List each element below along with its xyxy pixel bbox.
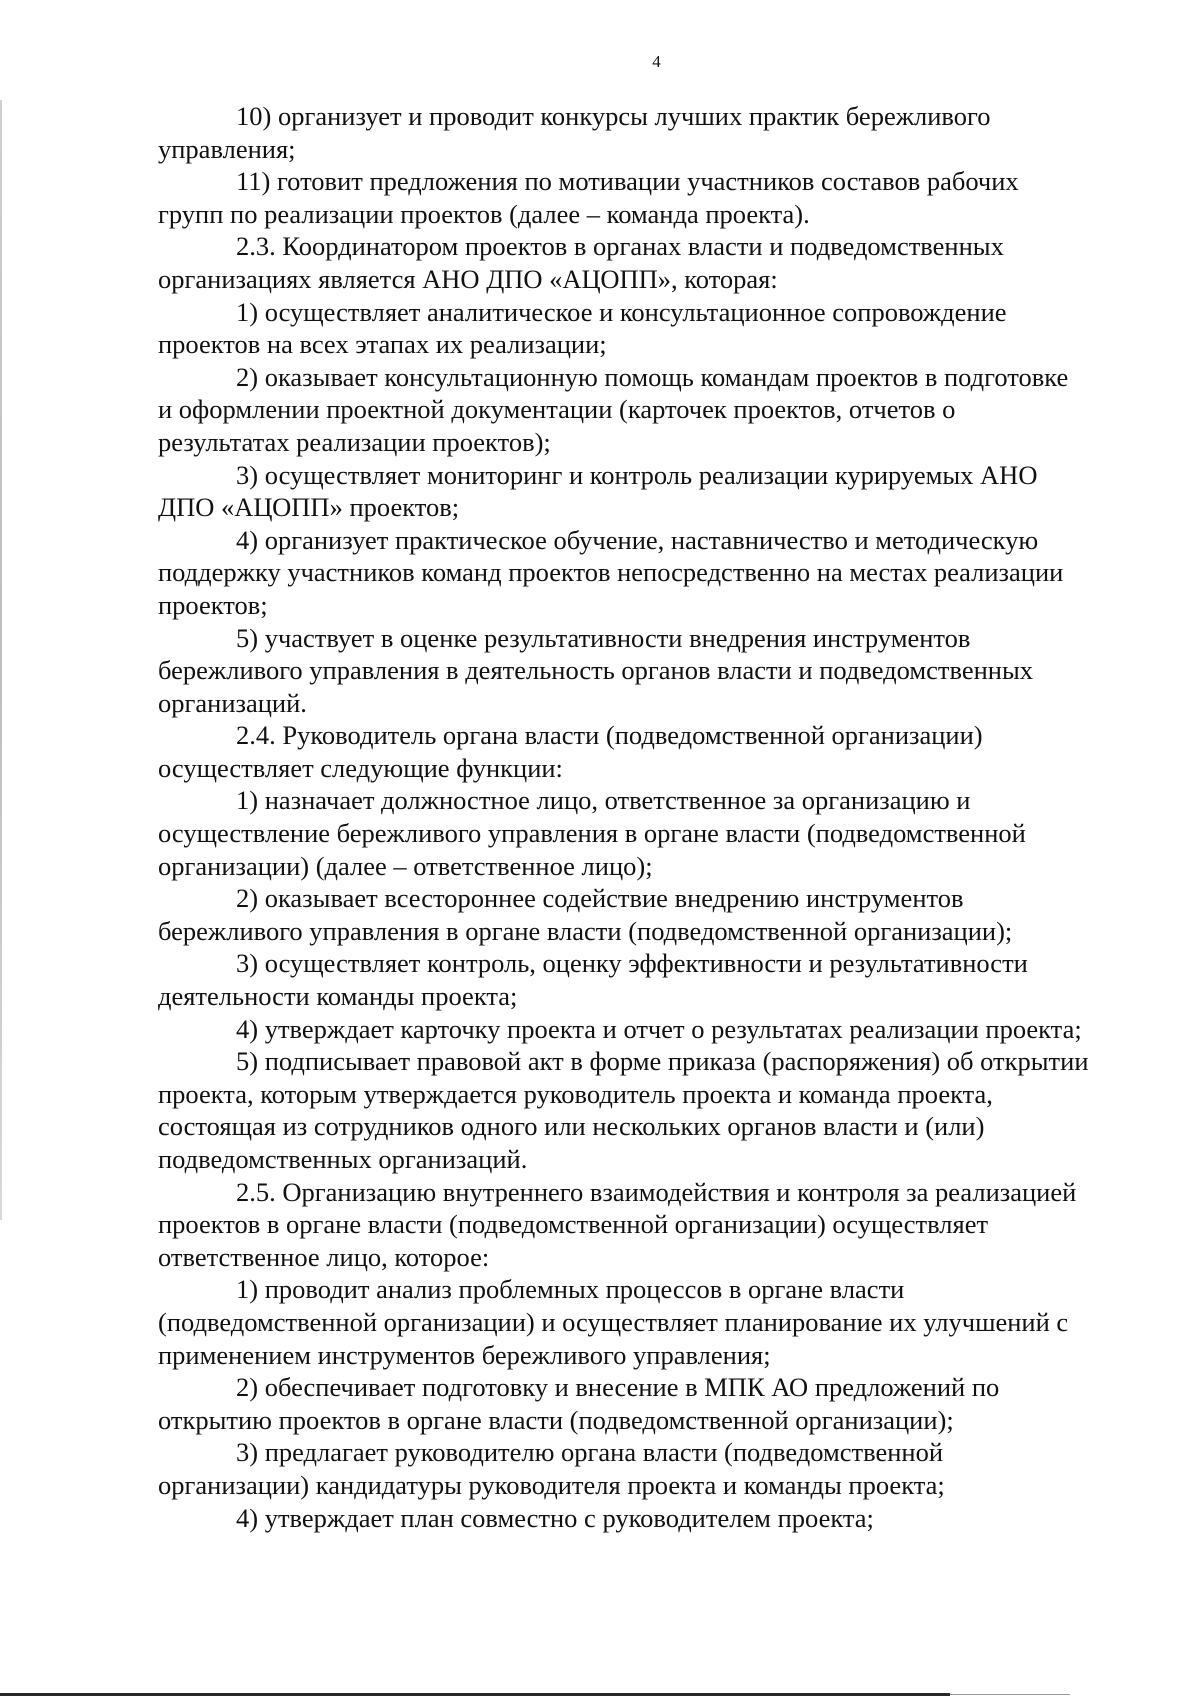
paragraph: 4) утверждает план совместно с руководителем проекта; [236, 1502, 874, 1533]
paragraph: 5) участвует в оценке результативности внедрения инструментов бережливого управления в деятельность органов власти и подведомственных организаций. [158, 622, 1034, 718]
scan-left-edge [0, 100, 2, 1220]
paragraph: 10) организует и проводит конкурсы лучших практик бережливого управления; [158, 101, 991, 164]
paragraph: 3) предлагает руководителю органа власти (подведомственной организации) кандидатуры руководителя проекта и команды проекта; [158, 1437, 945, 1500]
paragraph: 2.4. Руководитель органа власти (подведомственной организации) осуществляет следующие функции: [158, 720, 983, 783]
page-number: 4 [652, 52, 661, 71]
paragraph: 4) утверждает карточку проекта и отчет о результатах реализации проекта; [236, 1013, 1082, 1044]
paragraph: 2) оказывает всестороннее содействие внедрению инструментов бережливого управления в органе власти (подведомственной организации); [158, 883, 1013, 946]
paragraph: 3) осуществляет контроль, оценку эффективности и результативности деятельности команды проекта; [158, 948, 1028, 1012]
paragraph: 3) осуществляет мониторинг и контроль реализации курируемых АНО ДПО «АЦОПП» проектов; [158, 459, 1038, 523]
paragraph: 1) назначает должностное лицо, ответственное за организацию и осуществление бережливого управления в органе власти (подведомственной организации) (далее – ответственное лицо); [158, 785, 1026, 881]
paragraph: 5) подписывает правовой акт в форме приказа (распоряжения) об открытии проекта, которым утверждается руководитель проекта и команда проекта, состоящая из сотрудников одного или нескольких органов власти и (или) подведомственных организаций. [158, 1046, 1089, 1174]
paragraph: 2) оказывает консультационную помощь командам проектов в подготовке и оформлении проектной документации (карточек проектов, отчетов о результатах реализации проектов); [158, 361, 1069, 457]
paragraph: 2) обеспечивает подготовку и внесение в МПК АО предложений по открытию проектов в органе власти (подведомственной организации); [158, 1372, 1000, 1435]
paragraph: 2.3. Координатором проектов в органах власти и подведомственных организациях является АНО ДПО «АЦОПП», которая: [158, 231, 1004, 294]
paragraph: 1) проводит анализ проблемных процессов в органе власти (подведомственной организации) и осуществляет планирование их улучшений с применением инструментов бережливого управления; [158, 1274, 1069, 1370]
paragraph: 2.5. Организацию внутреннего взаимодействия и контроля за реализацией проектов в органе власти (подведомственной организации) осуществляет ответственное лицо, которое: [158, 1176, 1077, 1272]
scan-bottom-line [0, 1693, 950, 1696]
paragraph: 4) организует практическое обучение, наставничество и методическую поддержку участников команд проектов непосредственно на местах реализации проектов; [158, 524, 1064, 620]
scan-bottom-line-faint [950, 1694, 1070, 1695]
paragraph: 1) осуществляет аналитическое и консультационное сопровождение проектов на всех этапах их реализации; [158, 296, 1007, 360]
paragraph: 11) готовит предложения по мотивации участников составов рабочих групп по реализации проектов (далее – команда проекта). [158, 166, 1019, 229]
document-body [158, 100, 1158, 1534]
